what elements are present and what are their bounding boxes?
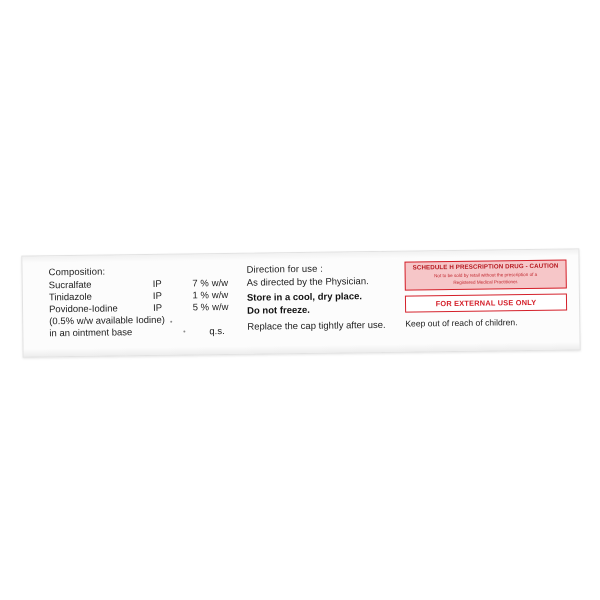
ingredient-standard: IP — [152, 290, 162, 303]
schedule-h-warning-box — [404, 260, 566, 291]
legal-warning-section — [404, 260, 567, 329]
composition-heading: Composition: — [48, 266, 106, 279]
directions-section — [246, 262, 417, 332]
directions-heading: Direction for use : — [246, 263, 323, 276]
ingredient-unit: w/w — [211, 290, 229, 302]
print-speck — [183, 331, 185, 333]
ingredient-name: Povidone-Iodine — [48, 303, 118, 316]
directions-text: As directed by the Physician. — [246, 276, 369, 289]
schedule-h-subtext-line-1: Not to be sold by retail without the prescription of a — [434, 271, 538, 279]
ingredient-name: Sucralfate — [48, 279, 92, 292]
keep-out-of-reach-text: Keep out of reach of children. — [405, 316, 518, 329]
ingredient-standard: IP — [152, 302, 163, 315]
medicine-carton — [21, 248, 580, 357]
ointment-base-row — [49, 325, 259, 339]
ointment-base-qs: q.s. — [209, 325, 225, 337]
ingredient-strength: 5 % — [192, 302, 210, 314]
storage-instruction-line-2: Do not freeze. — [247, 304, 310, 317]
external-use-text: FOR EXTERNAL USE ONLY — [435, 297, 537, 308]
ingredient-unit: w/w — [211, 302, 229, 314]
print-speck — [170, 321, 172, 323]
ingredient-unit: w/w — [211, 277, 229, 290]
external-use-box — [405, 293, 567, 312]
storage-instruction-line-1: Store in a cool, dry place. — [246, 291, 363, 305]
composition-table — [49, 278, 229, 317]
available-iodine-note: (0.5% w/w available Iodine) — [49, 315, 165, 328]
schedule-h-subtext-line-2: Registered Medical Practitioner. — [453, 278, 519, 285]
ingredient-strength: 7 % — [192, 278, 209, 290]
schedule-h-title: SCHEDULE H PRESCRIPTION DRUG - CAUTION — [412, 262, 559, 272]
ointment-base-label: in an ointment base — [49, 326, 133, 339]
carton-printed-panel — [22, 249, 579, 356]
cap-instruction: Replace the cap tightly after use. — [247, 319, 386, 333]
composition-section — [49, 265, 260, 340]
ingredient-name: Tinidazole — [48, 291, 92, 304]
ingredient-strength: 1 % — [192, 290, 209, 302]
ingredient-standard: IP — [152, 278, 162, 290]
